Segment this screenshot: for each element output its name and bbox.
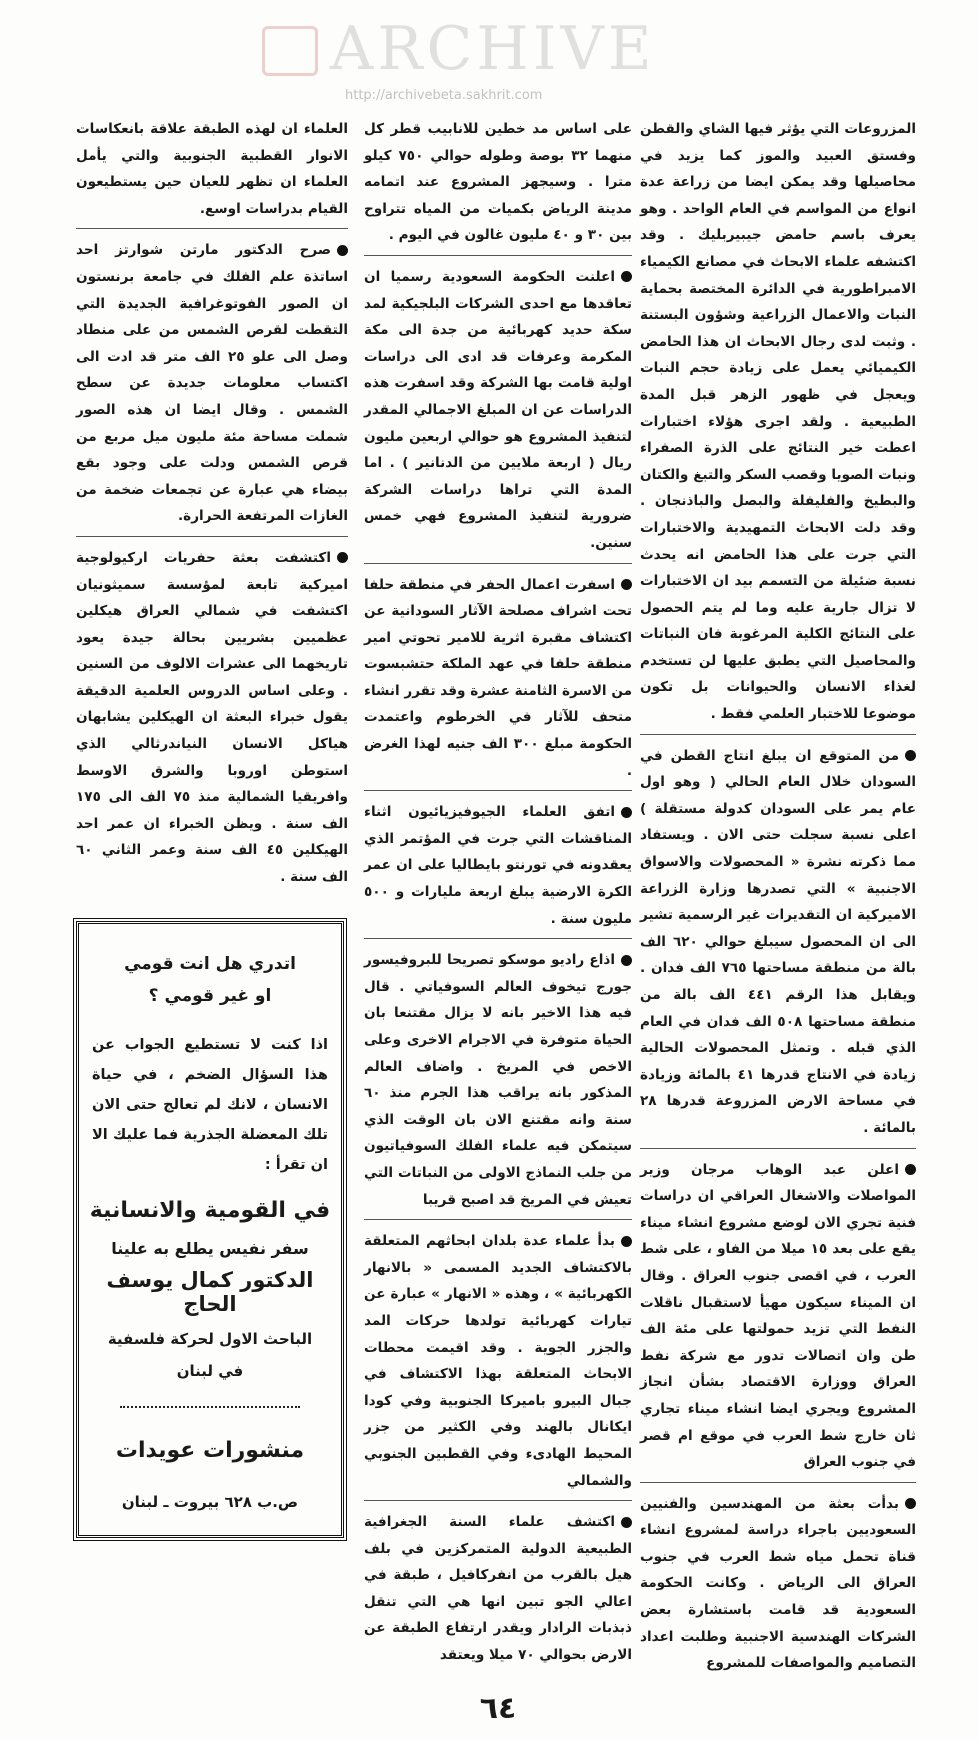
ad-body: اذا كنت لا تستطيع الجواب عن هذا السؤال الضخم ، في حياة الانسان ، لانك لم تعالج حتى الان تلك المعضلة الجذرية فما عليك الا ان تقرأ : xyxy=(92,1036,328,1173)
news-item xyxy=(76,545,348,897)
ad-address: ص.ب ٦٢٨ بيروت ـ لبنان xyxy=(121,1492,299,1511)
ad-headline-2: او غير قومي ؟ xyxy=(148,985,272,1006)
news-item-text: على اساس مد خطين للانابيب قطر كل منهما ٣٢ بوصة وطوله حوالي ٧٥٠ كيلو مترا . وسيجهز المشروع عند اتمامه مدينة الرياض بكميات من المياه تتراوح بين ٣٠ و ٤٠ مليون غالون في اليوم . xyxy=(364,121,633,244)
ad-publisher: منشورات عويدات xyxy=(115,1437,305,1463)
news-item-text: اذاع راديو موسكو تصريحا للبروفيسور جورج تيخوف العالم السوفياتي . قال فيه هذا الاخير بانه لا يزال مقتنعا بان الحياة متوفرة في الاجرام الاخرى وعلى الاخص في المريخ . واضاف العالم المذكور بانه يراقب هذا الجرم منذ ٦٠ سنة وانه مقتنع الان بان الوقت الذي سيتمكن فيه علماء الفلك السوفياتيون من جلب النماذج الاولى من النباتات التي تعيش في المريخ قد اصبح قريبا xyxy=(364,952,632,1208)
watermark-url: http://archivebeta.sakhrit.com xyxy=(345,88,543,103)
news-item xyxy=(364,1509,632,1675)
watermark: ARCHIVE xyxy=(330,14,656,84)
ad-divider xyxy=(120,1398,300,1408)
news-item xyxy=(640,1157,916,1483)
ad-author-desc: الباحث الاول لحركة فلسفية xyxy=(107,1329,313,1348)
news-item xyxy=(364,1228,632,1501)
bullet-icon xyxy=(337,245,348,256)
news-item xyxy=(364,264,632,564)
news-item-text: بدأ علماء عدة بلدان ابحاثهم المتعلقة بالاكتشاف الجديد المسمى « بالانهار الكهربائية » ، وهذه « الانهار » عبارة عن تيارات كهربائية تولدها حركات المد والجزر الجوية . وقد اقيمت محطات الابحاث المتعلقة بهذا الاكتشاف في جبال البيرو باميركا الجنوبية وفي كودا ايكانال بالهند وفي الكثير من جزر المحيط الهادىء وفي القطبين الجنوبي والشمالي xyxy=(364,1233,632,1489)
news-item xyxy=(76,237,348,537)
bullet-icon xyxy=(905,750,916,761)
news-item-text: بدأت بعثة من المهندسين والفنيين السعوديين باجراء دراسة لمشروع انشاء قناة تحمل مياه شط العرب في جنوب العراق الى الرياض . وكانت الحكومة السعودية قد قامت باستشارة بعض الشركات الهندسية الاجنبية وطلبت اعداد التصاميم والمواصفات للمشروع xyxy=(640,1495,916,1672)
news-item-text: اسفرت اعمال الحفر في منطقة حلفا تحت اشراف مصلحة الآثار السودانية عن اكتشاف مقبرة اثرية للامير تحوتي امير منطقة حلفا في عهد الملكة حتشبسوت من الاسرة الثامنة عشرة وقد تقرر انشاء متحف للآثار في الخرطوم واعتمدت الحكومة مبلغ ٣٠٠ الف جنيه لهذا الغرض . xyxy=(364,576,632,779)
news-item xyxy=(364,799,632,939)
news-item-text: اكتشف علماء السنة الجغرافية الطبيعية الدولية المتمركزين في بلف هيل بالقرب من انفركافيل ، طبقة في اعالي الجو تبين انها هي التي تنقل ذبذبات الرادار ويقدر ارتفاع الطبقة عن الارض بحوالي ٧٠ ميلا ويعتقد xyxy=(364,1514,632,1664)
ad-author-desc-2: في لبنان xyxy=(176,1361,244,1380)
column-middle xyxy=(364,116,632,1729)
bullet-icon xyxy=(905,1164,916,1175)
bullet-icon xyxy=(621,807,632,818)
news-item-text: المزروعات التي يؤثر فيها الشاي والقطن وفستق العبيد والموز كما يزيد في محاصيلها وقد يمكن ايضا من زراعة عدة انواع من المواسم في العام الواحد . وهو يعرف باسم حامض جيبيربليك . وقد اكتشفه علماء الابحاث في مصانع الكيمياء الامبراطورية في الدائرة المختصة بحماية النبات والاعمال الزراعية وشؤون البستنة . وثبت لدى رجال الابحاث ان هذا الحامض الكيميائي يعمل على زيادة حجم النبات ويعجل في ظهور الزهر قبل المدة الطبيعية . ولقد اجرى هؤلاء اختبارات اعطت خير النتائج على الذرة الصفراء ونبات الصويا وقصب السكر والتبغ والكتان والبطيخ والفليفلة والبصل والباذنجان . وقد دلت الابحاث التمهيدية والاختبارات التي جرت على هذا الحامض انه يحدث نسبة ضئيلة من التسمم بيد ان الاختبارات لا تزال جارية عليه وما لم يتم الحصول على النتائج الكلية المرغوبة فان النباتات والمحاصيل التي يطبق عليها لن تستخدم لغذاء الانسان والحيوانات بل تكون موضوعا للاختبار العلمي فقط . xyxy=(640,121,916,723)
column-left xyxy=(76,116,348,1548)
bullet-icon xyxy=(621,579,632,590)
news-item-text: صرح الدكتور مارتن شوارتز احد اساتذة علم الفلك في جامعة برنستون ان الصور الفوتوغرافية الجديدة التي التقطت لقرص الشمس من على منطاد وصل الى علو ٢٥ الف متر قد ادت الى اكتساب معلومات جديدة عن سطح الشمس . وقال ايضا ان هذه الصور شملت مساحة مئة مليون ميل مربع من قرص الشمس ودلت على وجود بقع بيضاء هي عبارة عن تجمعات ضخمة من الغازات المرتفعة الحرارة. xyxy=(76,242,349,525)
ad-headline-1: اتدري هل انت قومي xyxy=(124,953,296,974)
news-item-text: اتفق العلماء الجيوفيزيائيون اثناء المناقشات التي جرت في المؤتمر الذي يعقدونه في تورنتو بايطاليا على ان عمر الكرة الارضية يبلغ اربعة مليارات و ٥٠٠ مليون سنة . xyxy=(364,804,632,927)
bullet-icon xyxy=(621,271,632,282)
bullet-icon xyxy=(621,955,632,966)
bullet-icon xyxy=(905,1498,916,1509)
news-item-text: اعلنت الحكومة السعودية رسميا ان تعاقدها مع احدى الشركات البلجيكية لمد سكة حديد كهربائية من جدة الى مكة المكرمة وعرفات قد ادى الى دراسات اولية قامت بها الشركة وقد اسفرت هذه الدراسات عن ان المبلغ الاجمالي المقدر لتنفيذ المشروع هو حوالي اربعين مليون ريال ( اربعة ملايين من الدنانير ) . اما المدة التي تراها دراسات الشركة ضرورية لتنفيذ المشروع فهي خمس سنين. xyxy=(364,268,632,551)
news-item xyxy=(640,1491,916,1683)
news-item xyxy=(76,116,348,229)
news-item xyxy=(364,116,632,256)
news-item xyxy=(640,743,916,1149)
bullet-icon xyxy=(337,552,348,563)
ad-author: الدكتور كمال يوسف الحاج xyxy=(106,1267,314,1316)
news-item-text: اكتشفت بعثة حفريات اركيولوجية اميركية تابعة لمؤسسة سميثونيان اكتشفت في شمالي العراق هيكلين عظميين بشريين بحالة جيدة يعود تاريخهما الى عشرات الالوف من السنين . وعلى اساس الدروس العلمية الدقيقة يقول خبراء البعثة ان الهيكلين يشابهان هياكل الانسان النياندرثالي الذي استوطن اوروبا والشرق الاوسط وافريقيا الشمالية منذ ٧٥ الف الى ١٧٥ الف سنة . ويظن الخبراء ان عمر احد الهيكلين ٤٥ الف سنة وعمر الثاني ٦٠ الف سنة . xyxy=(76,549,349,886)
news-item-text: اعلن عبد الوهاب مرجان وزير المواصلات والاشغال العراقي ان دراسات فنية تجري الان لوضع مشروع انشاء ميناء يقع على بعد ١٥ ميلا من الفاو ، على شط العرب ، في اقصى جنوب العراق . وقال ان الميناء سيكون مهيأ لاستقبال ناقلات النفط التي تزيد حمولتها على مئة الف طن وان اتصالات تدور مع شركة نفط العراق ووزارة الاقتصاد بشأن انجاز المشروع ويجري ايضا انشاء ميناء تجاري ثان خارج شط العرب في موقع ام قصر في جنوب العراق xyxy=(640,1161,916,1471)
news-item xyxy=(364,572,632,792)
book-advertisement xyxy=(76,921,344,1538)
watermark-logo xyxy=(262,26,318,76)
news-item xyxy=(364,947,632,1220)
ad-subtitle: سفر نفيس يطلع به علينا xyxy=(111,1238,309,1258)
bullet-icon xyxy=(621,1517,632,1528)
ad-book-title: في القومية والانسانية xyxy=(89,1197,331,1223)
news-item xyxy=(640,116,916,735)
bullet-icon xyxy=(621,1236,632,1247)
news-item-text: من المتوقع ان يبلغ انتاج القطن في السودان خلال العام الحالي ( وهو اول عام يمر على السودان كدولة مستقلة ) اعلى نسبة سجلت حتى الان . ويستفاد مما ذكرته نشرة « المحصولات والاسواق الاجنبية » التي تصدرها وزارة الزراعة الاميركية ان التقديرات غير الرسمية تشير الى ان المحصول سيبلغ حوالي ٦٢٠ الف بالة من منطقة مساحتها ٧٦٥ الف فدان . ويقابل هذا الرقم ٤٤١ الف بالة من منطقة مساحتها ٥٠٨ الف فدان في العام الذي قبله . وتمثل المحصولات الحالية زيادة في الانتاج قدرها ٤١ بالمائة وزيادة في مساحة الارض المزروعة قدرها ٢٨ بالمائة . xyxy=(640,747,917,1136)
news-item-text: العلماء ان لهذه الطبقة علاقة بانعكاسات الانوار القطبية الجنوبية والتي يأمل العلماء ان تظهر للعيان حين يستطيعون القيام بدراسات اوسع. xyxy=(76,121,348,217)
page-number: ٦٤ xyxy=(479,1690,517,1726)
column-right xyxy=(640,116,916,1691)
